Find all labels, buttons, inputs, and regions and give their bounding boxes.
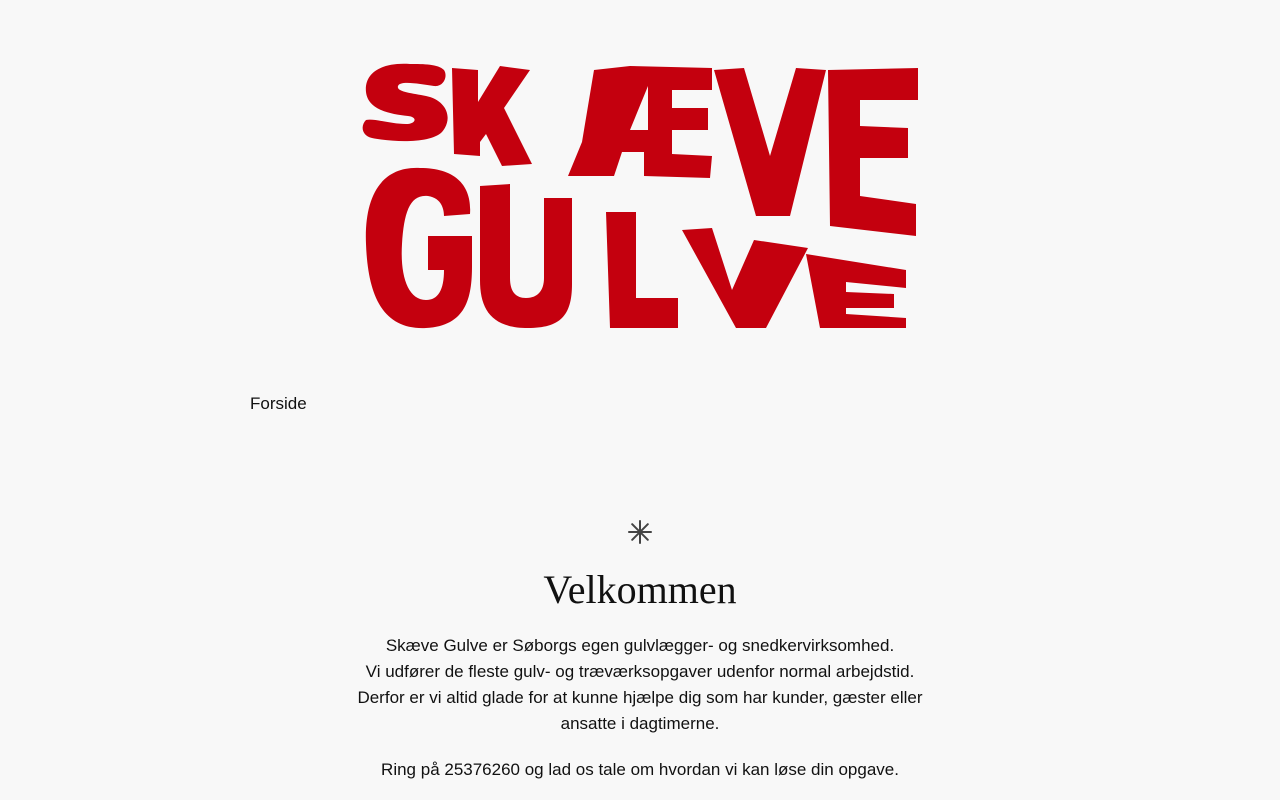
intro-line: Derfor er vi altid glade for at kunne hjælpe dig som har kunder, gæster eller ansatte i dagtimerne.: [357, 688, 923, 733]
intro-line: Skæve Gulve er Søborgs egen gulvlægger- og snedkervirksomhed.: [385, 636, 895, 655]
site-logo[interactable]: [360, 58, 922, 332]
asterisk-icon: [620, 512, 660, 552]
intro-line: Vi udfører de fleste gulv- og træværksopgaver udenfor normal arbejdstid.: [365, 662, 915, 681]
skaeve-gulve-logo-graphic: [360, 58, 922, 332]
main-nav: [250, 394, 307, 414]
nav-item-forside[interactable]: Forside: [250, 394, 307, 413]
call-to-action: Ring på 25376260 og lad os tale om hvordan vi kan løse din opgave.: [381, 760, 899, 779]
intro-paragraph: [340, 633, 940, 737]
welcome-text: [340, 633, 940, 783]
page-title: Velkommen: [543, 567, 737, 612]
